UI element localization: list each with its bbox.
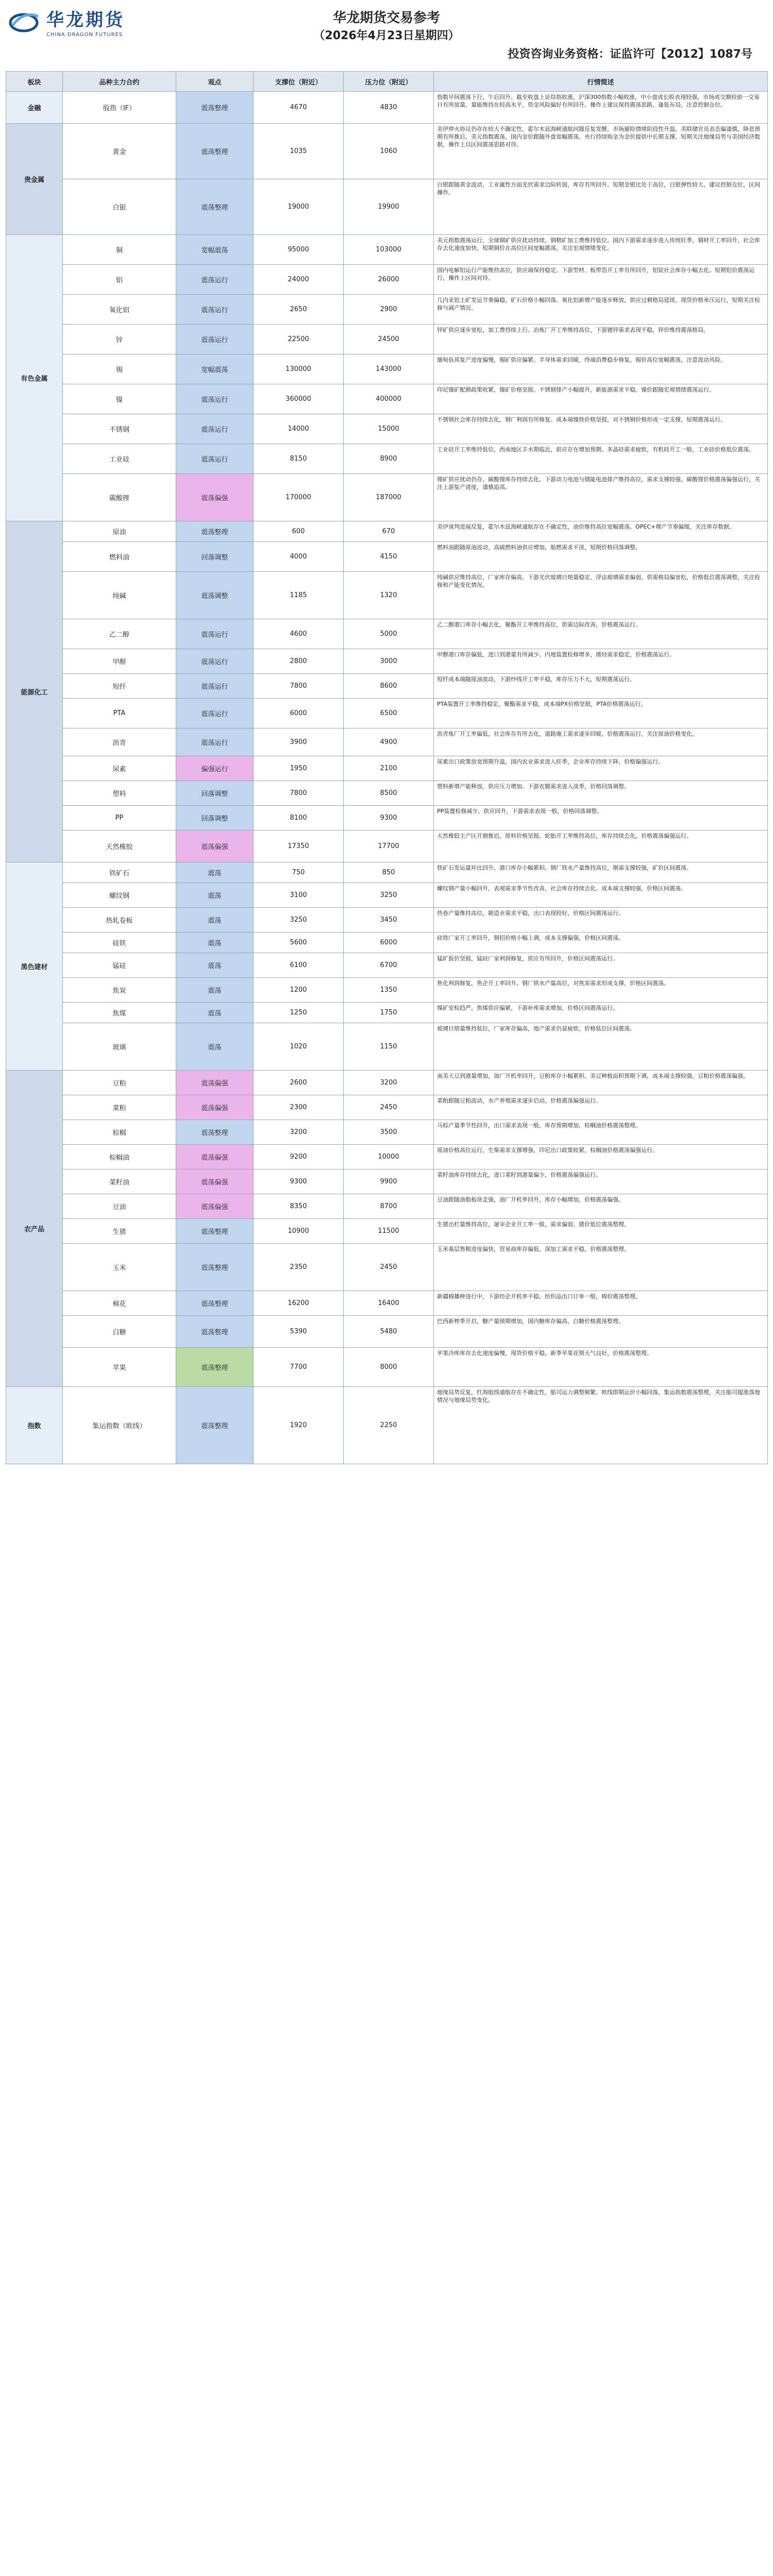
description-cell: 新疆棉播种进行中，下游纺企开机率平稳，纺织品出口订单一般，棉价震荡整理。 <box>434 1291 768 1316</box>
product-cell: 豆油 <box>63 1194 176 1219</box>
support-cell: 1035 <box>254 124 344 179</box>
product-cell: 铝 <box>63 265 176 295</box>
product-cell: 甲醇 <box>63 649 176 674</box>
column-header: 观点 <box>176 72 254 92</box>
description-cell: 热卷产量维持高位，制造业需求平稳，出口表现较好，价格区间震荡运行。 <box>434 908 768 933</box>
product-cell: 乙二醇 <box>63 619 176 649</box>
table-row <box>6 933 768 953</box>
product-cell: 原油 <box>63 521 176 542</box>
table-row <box>6 978 768 1003</box>
product-cell: 焦炭 <box>63 978 176 1003</box>
resistance-cell: 103000 <box>344 235 434 265</box>
support-cell: 8350 <box>254 1194 344 1219</box>
table-row <box>6 444 768 474</box>
product-cell: 棕榈油 <box>63 1145 176 1170</box>
resistance-cell: 24500 <box>344 325 434 354</box>
view-cell: 震荡 <box>176 1023 254 1071</box>
resistance-cell: 3200 <box>344 1071 434 1095</box>
product-cell: 苹果 <box>63 1348 176 1387</box>
description-cell: 锰矿报价坚挺，锰硅厂家利润修复，供应有所回升，价格区间震荡运行。 <box>434 953 768 978</box>
support-cell: 1185 <box>254 572 344 619</box>
product-cell: 黄金 <box>63 124 176 179</box>
table-row <box>6 883 768 908</box>
resistance-cell: 2450 <box>344 1095 434 1120</box>
product-cell: 锌 <box>63 325 176 354</box>
view-cell: 震荡 <box>176 908 254 933</box>
resistance-cell: 3000 <box>344 649 434 674</box>
view-cell: 震荡偏强 <box>176 1170 254 1194</box>
support-cell: 2650 <box>254 295 344 325</box>
description-cell: 国内电解铝运行产能维持高位，供应端保持稳定。下游型材、板带箔开工率有所回升，铝锭社会库存小幅去化。短期铝价震荡运行，操作上区间对待。 <box>434 265 768 295</box>
table-row <box>6 1316 768 1348</box>
view-cell: 震荡 <box>176 953 254 978</box>
support-cell: 1020 <box>254 1023 344 1071</box>
product-cell: 菜粕 <box>63 1095 176 1120</box>
table-row <box>6 831 768 862</box>
table-row <box>6 1095 768 1120</box>
sector-cell: 农产品 <box>6 1071 63 1387</box>
description-cell: 苹果冷库库存去化速度偏慢，现货价格平稳，新季苹果花期天气良好，价格震荡整理。 <box>434 1348 768 1387</box>
resistance-cell: 6500 <box>344 699 434 728</box>
table-body <box>6 92 768 1464</box>
table-row <box>6 1071 768 1095</box>
description-cell: 焦化利润修复，焦企开工率回升。钢厂铁水产量高位，对焦炭需求形成支撑，价格区间震荡。 <box>434 978 768 1003</box>
table-row <box>6 756 768 781</box>
description-cell: 菜粕跟随豆粕波动，水产养殖需求逐步启动，价格震荡偏强运行。 <box>434 1095 768 1120</box>
table-row <box>6 92 768 124</box>
product-cell: 锰硅 <box>63 953 176 978</box>
resistance-cell: 11500 <box>344 1219 434 1244</box>
table-row <box>6 265 768 295</box>
view-cell: 震荡 <box>176 883 254 908</box>
product-cell: 锡 <box>63 354 176 384</box>
view-cell: 震荡整理 <box>176 1120 254 1145</box>
view-cell: 震荡整理 <box>176 521 254 542</box>
view-cell: 震荡偏强 <box>176 474 254 521</box>
resistance-cell: 2250 <box>344 1387 434 1464</box>
trading-reference-table <box>6 71 768 1464</box>
product-cell: 集运指数（欧线） <box>63 1387 176 1464</box>
description-cell: 煤矿安检趋严，焦煤供应偏紧，下游补库需求增加，价格区间震荡运行。 <box>434 1003 768 1023</box>
view-cell: 震荡 <box>176 862 254 883</box>
resistance-cell: 6000 <box>344 933 434 953</box>
resistance-cell: 2900 <box>344 295 434 325</box>
product-cell: 白银 <box>63 179 176 235</box>
view-cell: 震荡 <box>176 933 254 953</box>
support-cell: 1200 <box>254 978 344 1003</box>
view-cell: 震荡整理 <box>176 1244 254 1291</box>
support-cell: 5390 <box>254 1316 344 1348</box>
product-cell: 碳酸锂 <box>63 474 176 521</box>
table-row <box>6 414 768 444</box>
table-row <box>6 1023 768 1071</box>
resistance-cell: 16400 <box>344 1291 434 1316</box>
license-number: 投资咨询业务资格：证监许可【2012】1087号 <box>508 48 752 61</box>
resistance-cell: 8000 <box>344 1348 434 1387</box>
description-cell: 沥青炼厂开工率偏低，社会库存有所去化，道路施工需求逐步回暖，价格震荡运行，关注原油价格变化。 <box>434 728 768 756</box>
product-cell: 焦煤 <box>63 1003 176 1023</box>
support-cell: 3100 <box>254 883 344 908</box>
resistance-cell: 670 <box>344 521 434 542</box>
resistance-cell: 4150 <box>344 542 434 572</box>
description-cell: 巴西新榨季开启，糖产量预期增加，国内糖库存偏高，白糖价格震荡整理。 <box>434 1316 768 1348</box>
support-cell: 360000 <box>254 384 344 414</box>
resistance-cell: 2450 <box>344 1244 434 1291</box>
view-cell: 震荡整理 <box>176 124 254 179</box>
table-row <box>6 325 768 354</box>
support-cell: 1920 <box>254 1387 344 1464</box>
table-row <box>6 1003 768 1023</box>
column-header: 品种主力合约 <box>63 72 176 92</box>
view-cell: 震荡运行 <box>176 444 254 474</box>
product-cell: 热轧卷板 <box>63 908 176 933</box>
resistance-cell: 1350 <box>344 978 434 1003</box>
support-cell: 10900 <box>254 1219 344 1244</box>
description-cell: 地缘局势反复，红海航线通航存在不确定性，船司运力调整频繁。欧线即期运价小幅回落，集运指数震荡整理，关注船司提涨落地情况与地缘局势变化。 <box>434 1387 768 1464</box>
description-cell: 锂矿供应扰动仍存，碳酸锂库存持续去化。下游动力电池与储能电池排产维持高位，需求支撑较强，碳酸锂价格震荡偏强运行，关注上游复产进度，谨慎追高。 <box>434 474 768 521</box>
report-date: （2026年4月23日星期四） <box>313 29 460 42</box>
view-cell: 震荡偏强 <box>176 1095 254 1120</box>
view-cell: 宽幅震荡 <box>176 354 254 384</box>
product-cell: 铁矿石 <box>63 862 176 883</box>
view-cell: 震荡运行 <box>176 295 254 325</box>
resistance-cell: 1150 <box>344 1023 434 1071</box>
resistance-cell: 8900 <box>344 444 434 474</box>
resistance-cell: 9300 <box>344 806 434 831</box>
view-cell: 震荡运行 <box>176 728 254 756</box>
description-cell: 硅铁厂家开工率回升，钢招价格小幅上调，成本支撑偏强，价格区间震荡。 <box>434 933 768 953</box>
resistance-cell: 5480 <box>344 1316 434 1348</box>
support-cell: 9200 <box>254 1145 344 1170</box>
resistance-cell: 17700 <box>344 831 434 862</box>
support-cell: 1250 <box>254 1003 344 1023</box>
support-cell: 8100 <box>254 806 344 831</box>
description-cell: 尿素出口政策放宽预期升温，国内农业需求进入旺季，企业库存持续下降，价格偏强运行。 <box>434 756 768 781</box>
view-cell: 震荡整理 <box>176 1387 254 1464</box>
product-cell: 工业硅 <box>63 444 176 474</box>
support-cell: 6000 <box>254 699 344 728</box>
sector-cell: 黑色建材 <box>6 862 63 1071</box>
description-cell: 玉米基层售粮进度偏快，贸易商库存偏低，深加工需求平稳，价格震荡整理。 <box>434 1244 768 1291</box>
product-cell: 菜籽油 <box>63 1170 176 1194</box>
support-cell: 4600 <box>254 619 344 649</box>
view-cell: 震荡运行 <box>176 619 254 649</box>
description-cell: 工业硅开工率维持低位，西南地区丰水期临近，供应存在增加预期。多晶硅需求疲软，有机硅开工一般，工业硅价格低位震荡。 <box>434 444 768 474</box>
description-cell: 玻璃日熔量维持低位，厂家库存偏高，地产需求仍显疲软，价格低位区间震荡。 <box>434 1023 768 1071</box>
view-cell: 震荡整理 <box>176 1348 254 1387</box>
view-cell: 震荡偏强 <box>176 831 254 862</box>
description-cell: 南美大豆到港量增加，油厂开机率回升，豆粕库存小幅累积。美豆种植面积预期下调，成本端支撑较强，豆粕价格震荡偏强。 <box>434 1071 768 1095</box>
description-cell: 原油价格高位运行，生柴需求支撑增强，印尼出口政策收紧，棕榈油价格震荡偏强运行。 <box>434 1145 768 1170</box>
column-header: 压力位（附近） <box>344 72 434 92</box>
resistance-cell: 15000 <box>344 414 434 444</box>
resistance-cell: 850 <box>344 862 434 883</box>
product-cell: 硅铁 <box>63 933 176 953</box>
table-row <box>6 806 768 831</box>
table-row <box>6 862 768 883</box>
support-cell: 14000 <box>254 414 344 444</box>
view-cell: 震荡整理 <box>176 179 254 235</box>
support-cell: 2350 <box>254 1244 344 1291</box>
view-cell: 震荡运行 <box>176 325 254 354</box>
table-row <box>6 1120 768 1145</box>
support-cell: 22500 <box>254 325 344 354</box>
table-row <box>6 1244 768 1291</box>
report-header <box>0 0 773 71</box>
column-header: 支撑位（附近） <box>254 72 344 92</box>
support-cell: 3900 <box>254 728 344 756</box>
product-cell: 短纤 <box>63 674 176 699</box>
support-cell: 130000 <box>254 354 344 384</box>
resistance-cell: 2100 <box>344 756 434 781</box>
view-cell: 震荡 <box>176 978 254 1003</box>
description-cell: 短纤成本端随原油波动，下游纱线开工率平稳，库存压力不大，短期震荡运行。 <box>434 674 768 699</box>
description-cell: 塑料新增产能释放，供应压力增加。下游农膜需求进入淡季，价格回落调整。 <box>434 781 768 806</box>
description-cell: 甲醇港口库存偏低，进口到港量有所减少。内地装置检修增多，烯烃需求稳定，价格震荡运行。 <box>434 649 768 674</box>
resistance-cell: 3450 <box>344 908 434 933</box>
description-cell: 印尼镍矿配额政策收紧，镍矿价格坚挺。不锈钢排产小幅提升，新能源需求平稳，镍价跟随宏观情绪震荡运行。 <box>434 384 768 414</box>
sector-cell: 指数 <box>6 1387 63 1464</box>
table-row <box>6 781 768 806</box>
product-cell: PTA <box>63 699 176 728</box>
product-cell: 螺纹钢 <box>63 883 176 908</box>
description-cell: 美元指数震荡运行，全球铜矿供应扰动持续，铜精矿加工费维持低位。国内下游需求逐步进入传统旺季，铜材开工率回升，社会库存去化速度加快。短期铜价在高位区间宽幅震荡，关注宏观情绪变化。 <box>434 235 768 265</box>
view-cell: 回落调整 <box>176 806 254 831</box>
support-cell: 4000 <box>254 542 344 572</box>
support-cell: 3250 <box>254 908 344 933</box>
resistance-cell: 8500 <box>344 781 434 806</box>
table-row <box>6 1291 768 1316</box>
table-row <box>6 1170 768 1194</box>
product-cell: 塑料 <box>63 781 176 806</box>
description-cell: 天然橡胶主产区开割推迟，原料价格坚挺。轮胎开工率维持高位，库存持续去化，价格震荡偏强运行。 <box>434 831 768 862</box>
support-cell: 750 <box>254 862 344 883</box>
sector-cell: 金融 <box>6 92 63 124</box>
product-cell: 棕榈 <box>63 1120 176 1145</box>
support-cell: 2300 <box>254 1095 344 1120</box>
support-cell: 5600 <box>254 933 344 953</box>
product-cell: PP <box>63 806 176 831</box>
sector-cell: 能源化工 <box>6 521 63 862</box>
table-row <box>6 179 768 235</box>
table-row <box>6 1194 768 1219</box>
view-cell: 震荡运行 <box>176 699 254 728</box>
resistance-cell: 3500 <box>344 1120 434 1145</box>
description-cell: 纯碱供应维持高位，厂家库存偏高，下游光伏玻璃日熔量稳定，浮法玻璃需求偏弱。供需格局偏宽松，价格低位震荡调整，关注检修和产能变化情况。 <box>434 572 768 619</box>
table-row <box>6 674 768 699</box>
support-cell: 600 <box>254 521 344 542</box>
product-cell: 镍 <box>63 384 176 414</box>
product-cell: 燃料油 <box>63 542 176 572</box>
description-cell: 美伊谈判进展反复，霍尔木兹海峡通航存在不确定性，油价维持高位宽幅震荡。OPEC+增产节奏偏缓，关注库存数据。 <box>434 521 768 542</box>
resistance-cell: 10000 <box>344 1145 434 1170</box>
table-row <box>6 908 768 933</box>
resistance-cell: 6700 <box>344 953 434 978</box>
product-cell: 沥青 <box>63 728 176 756</box>
description-cell: PTA装置开工率维持稳定，聚酯需求平稳，成本端PX价格坚挺，PTA价格震荡运行。 <box>434 699 768 728</box>
column-header: 行情简述 <box>434 72 768 92</box>
view-cell: 震荡调整 <box>176 572 254 619</box>
description-cell: 铁矿石发运量环比回升，港口库存小幅累积。钢厂铁水产量维持高位，刚需支撑较强，矿价区间震荡。 <box>434 862 768 883</box>
description-cell: 生猪出栏量维持高位，屠宰企业开工率一般，需求偏弱，猪价低位震荡整理。 <box>434 1219 768 1244</box>
resistance-cell: 1060 <box>344 124 434 179</box>
description-cell: 白银跟随黄金波动，工业属性方面光伏需求边际转弱，库存有所回升。短期金银比处于高位，白银弹性较大，建议控制仓位，区间操作。 <box>434 179 768 235</box>
view-cell: 震荡整理 <box>176 92 254 124</box>
description-cell: 菜籽油库存持续去化，进口菜籽到港量偏少，价格震荡偏强运行。 <box>434 1170 768 1194</box>
description-cell: 乙二醇港口库存小幅去化，聚酯开工率维持高位，供需边际改善，价格震荡运行。 <box>434 619 768 649</box>
table-row <box>6 124 768 179</box>
table-row <box>6 619 768 649</box>
table-row <box>6 474 768 521</box>
view-cell: 震荡整理 <box>176 1219 254 1244</box>
table-row <box>6 1387 768 1464</box>
report-title: 华龙期货交易参考 <box>332 10 440 26</box>
product-cell: 纯碱 <box>63 572 176 619</box>
product-cell: 不锈钢 <box>63 414 176 444</box>
sector-cell: 有色金属 <box>6 235 63 521</box>
table-row <box>6 699 768 728</box>
table-row <box>6 295 768 325</box>
support-cell: 6100 <box>254 953 344 978</box>
resistance-cell: 26000 <box>344 265 434 295</box>
resistance-cell: 4900 <box>344 728 434 756</box>
description-cell: 缅甸佤邦复产进度偏慢，锡矿供应偏紧。半导体需求回暖，终端消费稳步修复，锡价高位宽幅震荡，注意波动风险。 <box>434 354 768 384</box>
description-cell: 美伊停火协议仍存在较大不确定性，霍尔木兹海峡通航问题反复发酵，市场避险情绪阶段性升温。美联储官员表态偏谨慎，降息预期有所推后，美元指数震荡，国内金价跟随外盘宽幅震荡。央行持续购金为金价提供中长期支撑，短期关注地缘局势与美国经济数据，操作上以区间震荡思路对待。 <box>434 124 768 179</box>
description-cell: 螺纹钢产量小幅回升，表观需求季节性改善，社会库存持续去化。成本端支撑较强，价格区间震荡。 <box>434 883 768 908</box>
resistance-cell: 9900 <box>344 1170 434 1194</box>
description-cell: 几内亚铝土矿发运节奏偏稳，矿石价格小幅回落。氧化铝新增产能逐步释放，供应过剩格局延续，现货价格承压运行，短期关注检修与减产情况。 <box>434 295 768 325</box>
product-cell: 玉米 <box>63 1244 176 1291</box>
support-cell: 7800 <box>254 781 344 806</box>
view-cell: 回落调整 <box>176 781 254 806</box>
support-cell: 1950 <box>254 756 344 781</box>
product-cell: 玻璃 <box>63 1023 176 1071</box>
view-cell: 回落调整 <box>176 542 254 572</box>
support-cell: 170000 <box>254 474 344 521</box>
table-row <box>6 1348 768 1387</box>
table-row <box>6 953 768 978</box>
support-cell: 2800 <box>254 649 344 674</box>
table-row <box>6 1219 768 1244</box>
view-cell: 震荡偏强 <box>176 1145 254 1170</box>
view-cell: 震荡运行 <box>176 265 254 295</box>
view-cell: 震荡运行 <box>176 649 254 674</box>
support-cell: 8150 <box>254 444 344 474</box>
support-cell: 19000 <box>254 179 344 235</box>
resistance-cell: 5000 <box>344 619 434 649</box>
product-cell: 生猪 <box>63 1219 176 1244</box>
table-row <box>6 649 768 674</box>
resistance-cell: 143000 <box>344 354 434 384</box>
support-cell: 95000 <box>254 235 344 265</box>
product-cell: 尿素 <box>63 756 176 781</box>
resistance-cell: 3250 <box>344 883 434 908</box>
product-cell: 铜 <box>63 235 176 265</box>
table-row <box>6 235 768 265</box>
description-cell: 锌矿供应逐步宽松，加工费持续上行。冶炼厂开工率维持高位，下游镀锌需求表现平稳，锌价维持震荡格局。 <box>434 325 768 354</box>
support-cell: 24000 <box>254 265 344 295</box>
view-cell: 偏强运行 <box>176 756 254 781</box>
sector-cell: 贵金属 <box>6 124 63 235</box>
support-cell: 17350 <box>254 831 344 862</box>
view-cell: 震荡运行 <box>176 674 254 699</box>
resistance-cell: 8700 <box>344 1194 434 1219</box>
product-cell: 棉花 <box>63 1291 176 1316</box>
support-cell: 4670 <box>254 92 344 124</box>
table-row <box>6 354 768 384</box>
table-row <box>6 572 768 619</box>
description-cell: 豆油跟随油脂板块走强，油厂开机率回升，库存小幅增加，价格震荡偏强。 <box>434 1194 768 1219</box>
description-cell: 燃料油跟随原油波动，高硫燃料油供应增加，船燃需求平淡，短期价格回落调整。 <box>434 542 768 572</box>
product-cell: 天然橡胶 <box>63 831 176 862</box>
description-cell: 不锈钢社会库存持续去化，钢厂利润有所修复。成本端镍铁价格坚挺，对不锈钢价格形成一定支撑，短期震荡运行。 <box>434 414 768 444</box>
resistance-cell: 8600 <box>344 674 434 699</box>
view-cell: 震荡偏强 <box>176 1194 254 1219</box>
support-cell: 7700 <box>254 1348 344 1387</box>
resistance-cell: 19900 <box>344 179 434 235</box>
view-cell: 震荡运行 <box>176 414 254 444</box>
resistance-cell: 4830 <box>344 92 434 124</box>
support-cell: 7800 <box>254 674 344 699</box>
logo-english: CHINA DRAGON FUTURES <box>46 32 123 38</box>
description-cell: PP装置检修减少，供应回升，下游需求表现一般，价格回落调整。 <box>434 806 768 831</box>
resistance-cell: 400000 <box>344 384 434 414</box>
view-cell: 震荡偏强 <box>176 1071 254 1095</box>
view-cell: 震荡整理 <box>176 1316 254 1348</box>
support-cell: 3200 <box>254 1120 344 1145</box>
resistance-cell: 1320 <box>344 572 434 619</box>
logo-chinese: 华龙期货 <box>46 10 125 30</box>
view-cell: 震荡 <box>176 1003 254 1023</box>
view-cell: 震荡运行 <box>176 384 254 414</box>
description-cell: 马棕产量季节性回升，出口需求表现一般，库存预期增加，棕榈油价格震荡整理。 <box>434 1120 768 1145</box>
table-row <box>6 521 768 542</box>
support-cell: 2600 <box>254 1071 344 1095</box>
view-cell: 震荡整理 <box>176 1291 254 1316</box>
description-cell: 指数早间震荡下行，午后回升。截至收盘上证综指收涨，沪深300指数小幅收涨，中小盘成长股表现较强，市场成交额较前一交易日有所放量，量能维持在较高水平，资金风险偏好有所回升。操作上建议保持震荡思路，逢低布局，注意控制仓位。 <box>434 92 768 124</box>
table-header-row <box>6 72 768 92</box>
table-row <box>6 728 768 756</box>
product-cell: 股指（IF） <box>63 92 176 124</box>
column-header: 板块 <box>6 72 63 92</box>
resistance-cell: 187000 <box>344 474 434 521</box>
product-cell: 白糖 <box>63 1316 176 1348</box>
resistance-cell: 1750 <box>344 1003 434 1023</box>
support-cell: 9300 <box>254 1170 344 1194</box>
table-row <box>6 1145 768 1170</box>
support-cell: 16200 <box>254 1291 344 1316</box>
table-row <box>6 542 768 572</box>
product-cell: 豆粕 <box>63 1071 176 1095</box>
product-cell: 氧化铝 <box>63 295 176 325</box>
view-cell: 宽幅震荡 <box>176 235 254 265</box>
table-row <box>6 384 768 414</box>
